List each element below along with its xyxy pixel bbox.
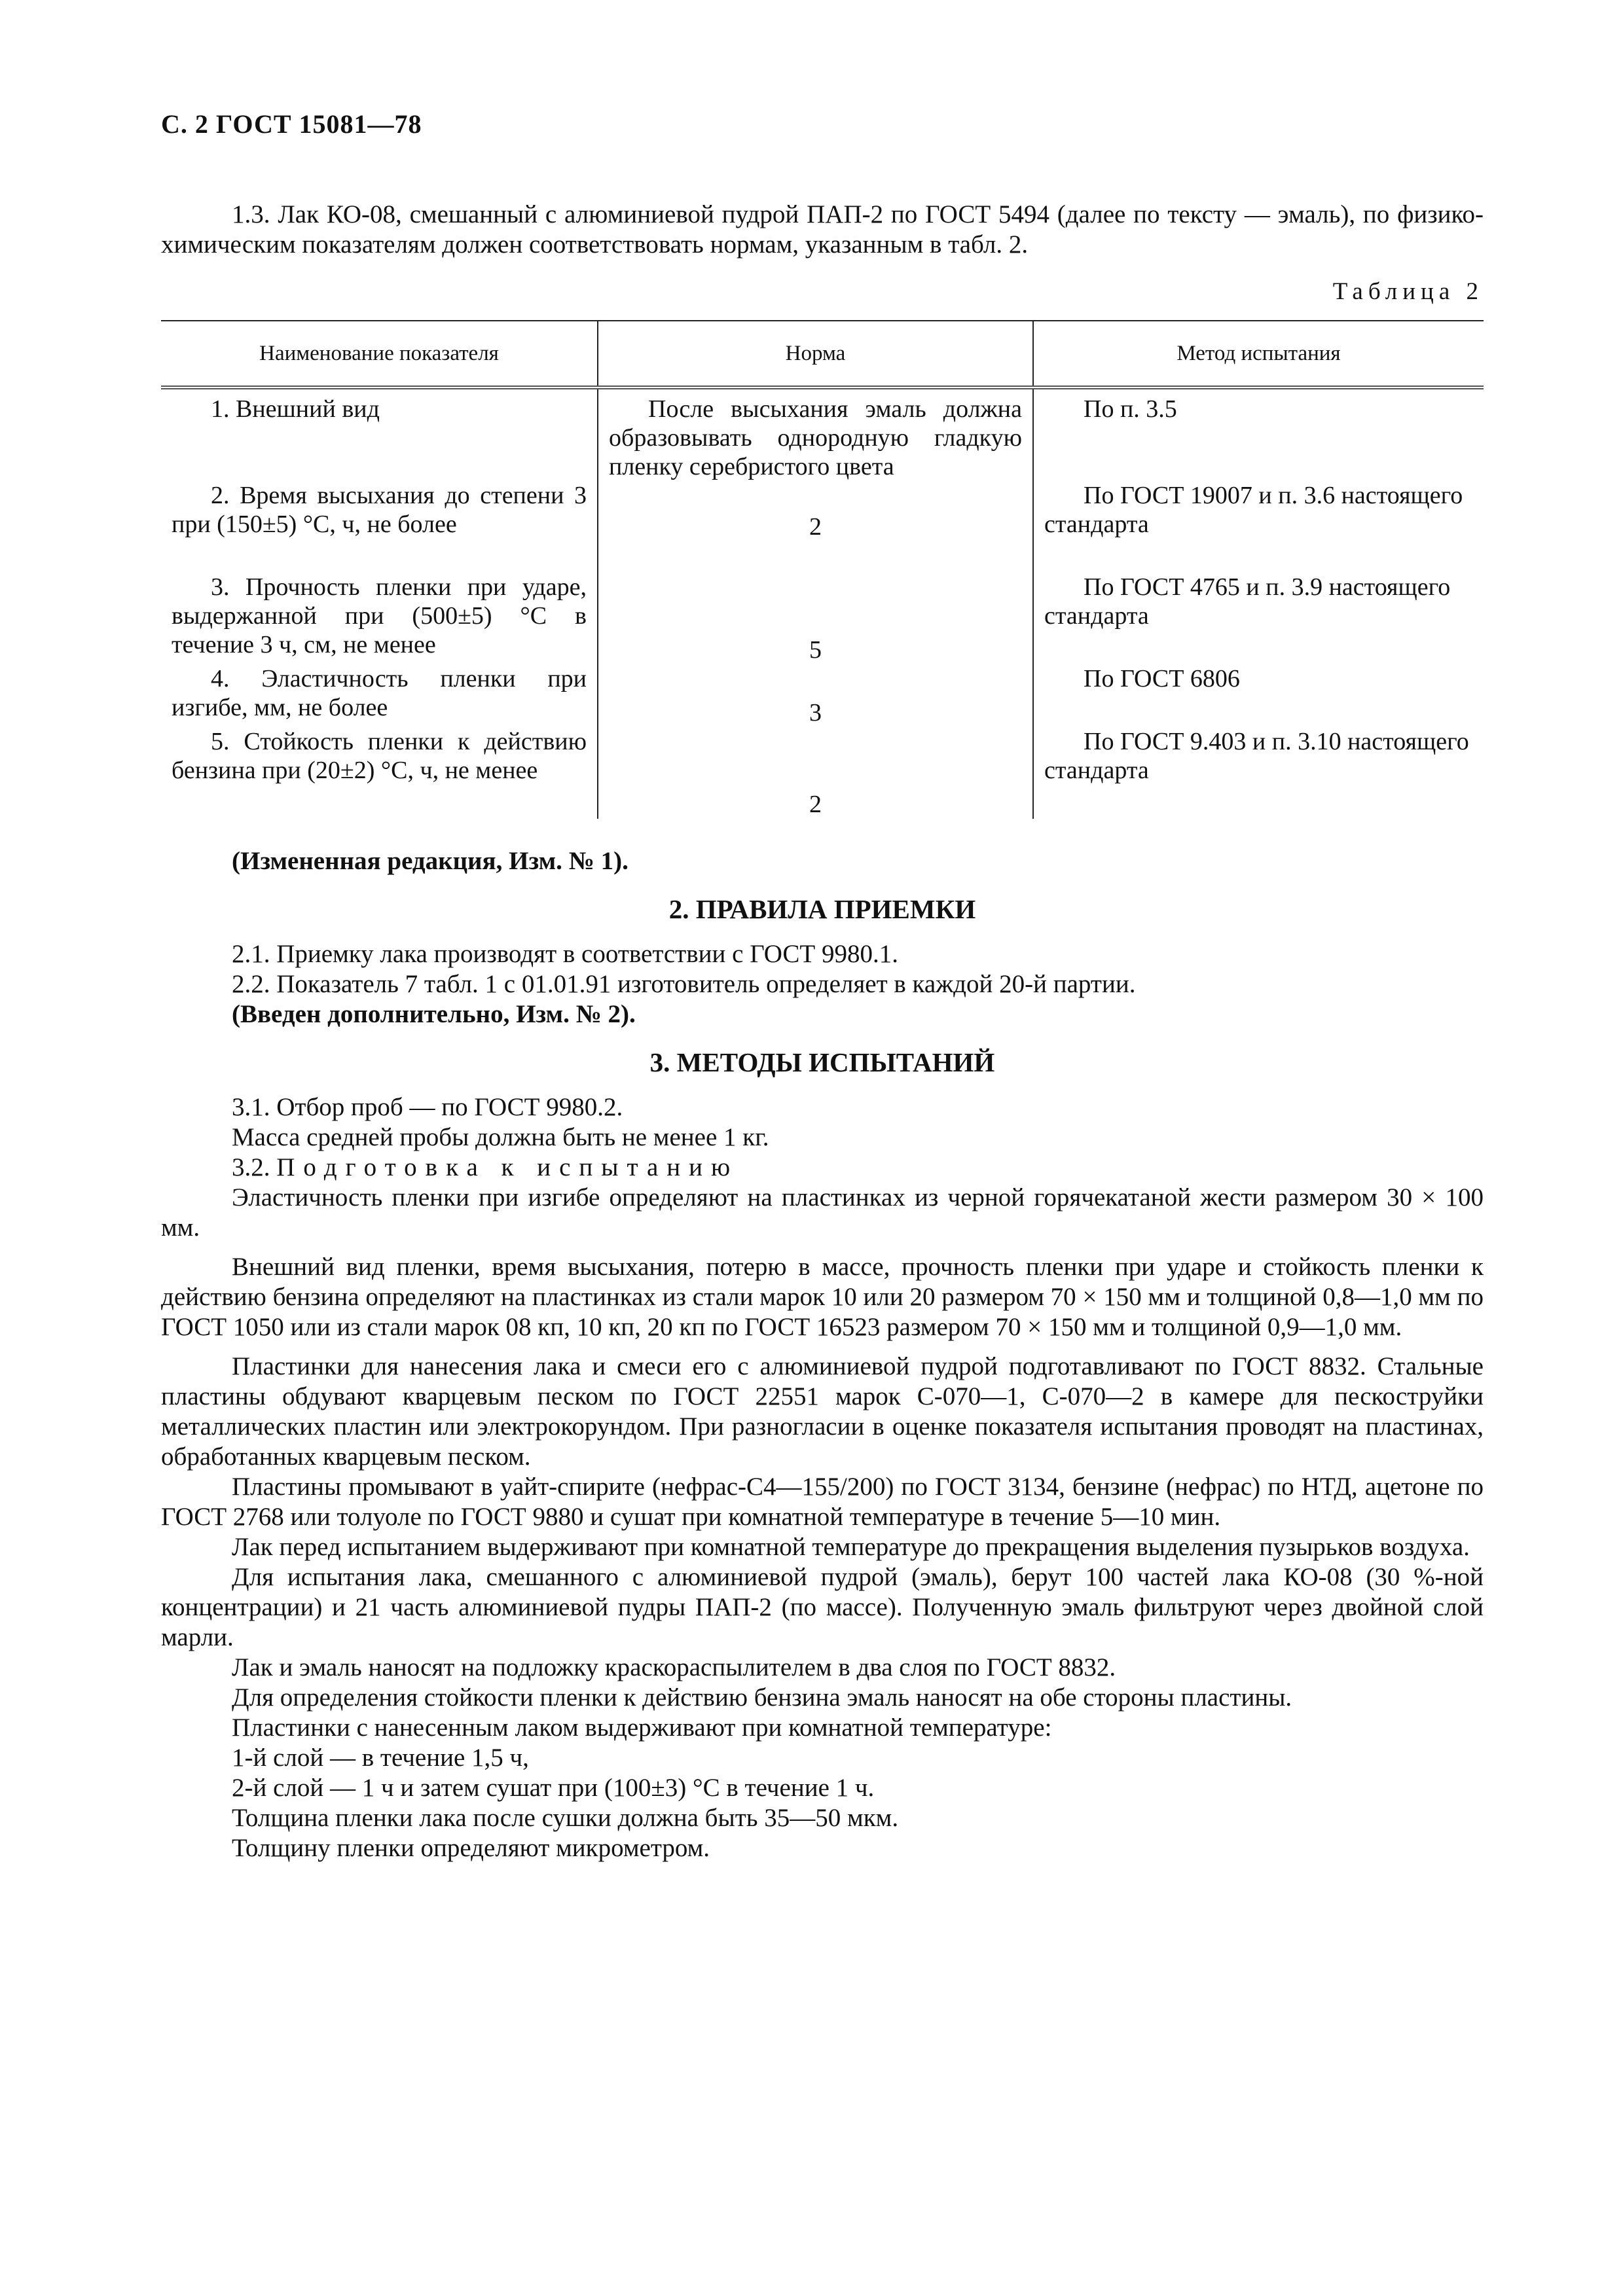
- column-header-norm: Норма: [598, 321, 1033, 387]
- row-1-norm: После высыхания эмаль должна образовывать однородную гладкую пленку серебристого цвета: [598, 387, 1033, 481]
- requirements-table: [161, 320, 1484, 819]
- row-4-norm: [598, 664, 1033, 727]
- table-caption: Таблица 2: [1332, 278, 1484, 305]
- cell-text: 2. Время высыхания до степени 3 при (150±5) °С, ч, не более: [172, 482, 587, 538]
- paragraph-petrol-resistance: Для определения стойкости пленки к действию бензина эмаль наносят на обе стороны пластины.: [232, 1683, 1292, 1712]
- paragraph-plates: Пластинки для нанесения лака и смеси его с алюминиевой пудрой подготавливают по ГОСТ 8832. Стальные пластины обдувают кварцевым песком по ГОСТ 22551 марок С-070—1, С-070—2 в камере для пескоструйки металлических пластин или электрокорундом. При разногласии в оценке показателя испытания проводят на пластинах, обработанных кварцевым песком.: [161, 1352, 1484, 1471]
- column-header-name: Наименование показателя: [161, 321, 598, 387]
- table-row: [161, 664, 1484, 727]
- row-5-name: [161, 727, 598, 819]
- clause-number: 3.2.: [232, 1153, 270, 1181]
- cell-text: По п. 3.5: [1084, 395, 1177, 423]
- table-header-row: [161, 321, 1484, 387]
- table-row: [161, 481, 1484, 573]
- paragraph-thickness: Толщина пленки лака после сушки должна быть 35—50 мкм.: [232, 1804, 899, 1832]
- amendment-note-2: (Введен дополнительно, Изм. № 2).: [232, 1000, 636, 1028]
- paragraph-layer-2: 2-й слой — 1 ч и затем сушат при (100±3) °С в течение 1 ч.: [232, 1774, 875, 1802]
- cell-text: 4. Эластичность пленки при изгибе, мм, не более: [172, 665, 587, 721]
- cell-text: 1. Внешний вид: [211, 395, 380, 423]
- row-3-name: [161, 573, 598, 664]
- clause-3-1-mass: Масса средней пробы должна быть не менее 1 кг.: [232, 1123, 769, 1151]
- table-row: [161, 387, 1484, 481]
- clause-2-2: 2.2. Показатель 7 табл. 1 с 01.01.91 изготовитель определяет в каждой 20-й партии.: [232, 970, 1136, 998]
- clause-3-1: 3.1. Отбор проб — по ГОСТ 9980.2.: [232, 1093, 623, 1121]
- document-page: [161, 105, 1484, 1863]
- cell-text: 3: [809, 699, 822, 726]
- row-2-norm: [598, 481, 1033, 573]
- paragraph-appearance: Внешний вид пленки, время высыхания, потерю в массе, прочность пленки при ударе и стойкость пленки к действию бензина определяют на пластинках из стали марок 10 или 20 размером 70 × 150 мм и толщиной 0,8—1,0 мм по ГОСТ 1050 или из стали марок 08 кп, 10 кп, 20 кп по ГОСТ 16523 размером 70 × 150 мм и толщиной 0,9—1,0 мм.: [161, 1253, 1484, 1341]
- paragraph-drying: Пластинки с нанесенным лаком выдерживают при комнатной температуре:: [232, 1713, 1052, 1742]
- amendment-note-1: (Измененная редакция, Изм. № 1).: [232, 847, 629, 875]
- cell-text: По ГОСТ 19007 и п. 3.6 настоящего стандарта: [1044, 482, 1463, 538]
- table-row: [161, 727, 1484, 819]
- row-3-method: [1033, 573, 1484, 664]
- cell-text: По ГОСТ 9.403 и п. 3.10 настоящего стандарта: [1044, 728, 1469, 784]
- page-header: С. 2 ГОСТ 15081—78: [161, 109, 422, 139]
- clause-1-3: 1.3. Лак КО-08, смешанный с алюминиевой пудрой ПАП-2 по ГОСТ 5494 (далее по тексту — эмаль), по физико-химическим показателям должен соответствовать нормам, указанным в табл. 2.: [161, 200, 1484, 259]
- section-3-title: 3. МЕТОДЫ ИСПЫТАНИЙ: [649, 1047, 995, 1077]
- clause-3-2-heading: [161, 1153, 1484, 1183]
- paragraph-layer-1: 1-й слой — в течение 1,5 ч,: [232, 1744, 529, 1772]
- paragraph-enamel-mix: Для испытания лака, смешанного с алюминиевой пудрой (эмаль), берут 100 частей лака КО-08 (30 %-ной концентрации) и 21 часть алюминиевой пудры ПАП-2 (по массе). Полученную эмаль фильтруют через двойной слой марли.: [161, 1563, 1484, 1651]
- column-header-method: Метод испытания: [1033, 321, 1484, 387]
- clause-2-1: 2.1. Приемку лака производят в соответствии с ГОСТ 9980.1.: [232, 940, 898, 968]
- cell-text: 5. Стойкость пленки к действию бензина при (20±2) °С, ч, не менее: [172, 728, 587, 784]
- row-1-method: [1033, 387, 1484, 481]
- paragraph-elasticity: Эластичность пленки при изгибе определяют на пластинках из черной горячекатаной жести размером 30 × 100 мм.: [161, 1183, 1484, 1242]
- row-4-method: [1033, 664, 1484, 727]
- cell-text: 3. Прочность пленки при ударе, выдержанной при (500±5) °С в течение 3 ч, см, не менее: [172, 573, 587, 658]
- paragraph-micrometer: Толщину пленки определяют микрометром.: [232, 1834, 710, 1862]
- row-1-name: [161, 387, 598, 481]
- row-3-norm: [598, 573, 1033, 664]
- paragraph-application: Лак и эмаль наносят на подложку краскораспылителем в два слоя по ГОСТ 8832.: [232, 1653, 1116, 1681]
- row-2-name: [161, 481, 598, 573]
- cell-text: 2: [809, 791, 822, 818]
- paragraph-varnish-rest: Лак перед испытанием выдерживают при комнатной температуре до прекращения выделения пузырьков воздуха.: [232, 1533, 1470, 1561]
- row-5-method: [1033, 727, 1484, 819]
- cell-text: 5: [809, 636, 822, 664]
- row-4-name: [161, 664, 598, 727]
- cell-text: По ГОСТ 6806: [1084, 665, 1240, 692]
- table-row: [161, 573, 1484, 664]
- row-2-method: [1033, 481, 1484, 573]
- paragraph-washing: Пластины промывают в уайт-спирите (нефрас-С4—155/200) по ГОСТ 3134, бензине (нефрас) по НТД, ацетоне по ГОСТ 2768 или толуоле по ГОСТ 9880 и сушат при комнатной температуре в течение 5—10 мин.: [161, 1473, 1484, 1531]
- cell-text: По ГОСТ 4765 и п. 3.9 настоящего стандарта: [1044, 573, 1451, 630]
- row-5-norm: [598, 727, 1033, 819]
- clause-title: Подготовка к испытанию: [276, 1153, 739, 1181]
- cell-text: 2: [809, 513, 822, 541]
- section-2-title: 2. ПРАВИЛА ПРИЕМКИ: [668, 894, 976, 924]
